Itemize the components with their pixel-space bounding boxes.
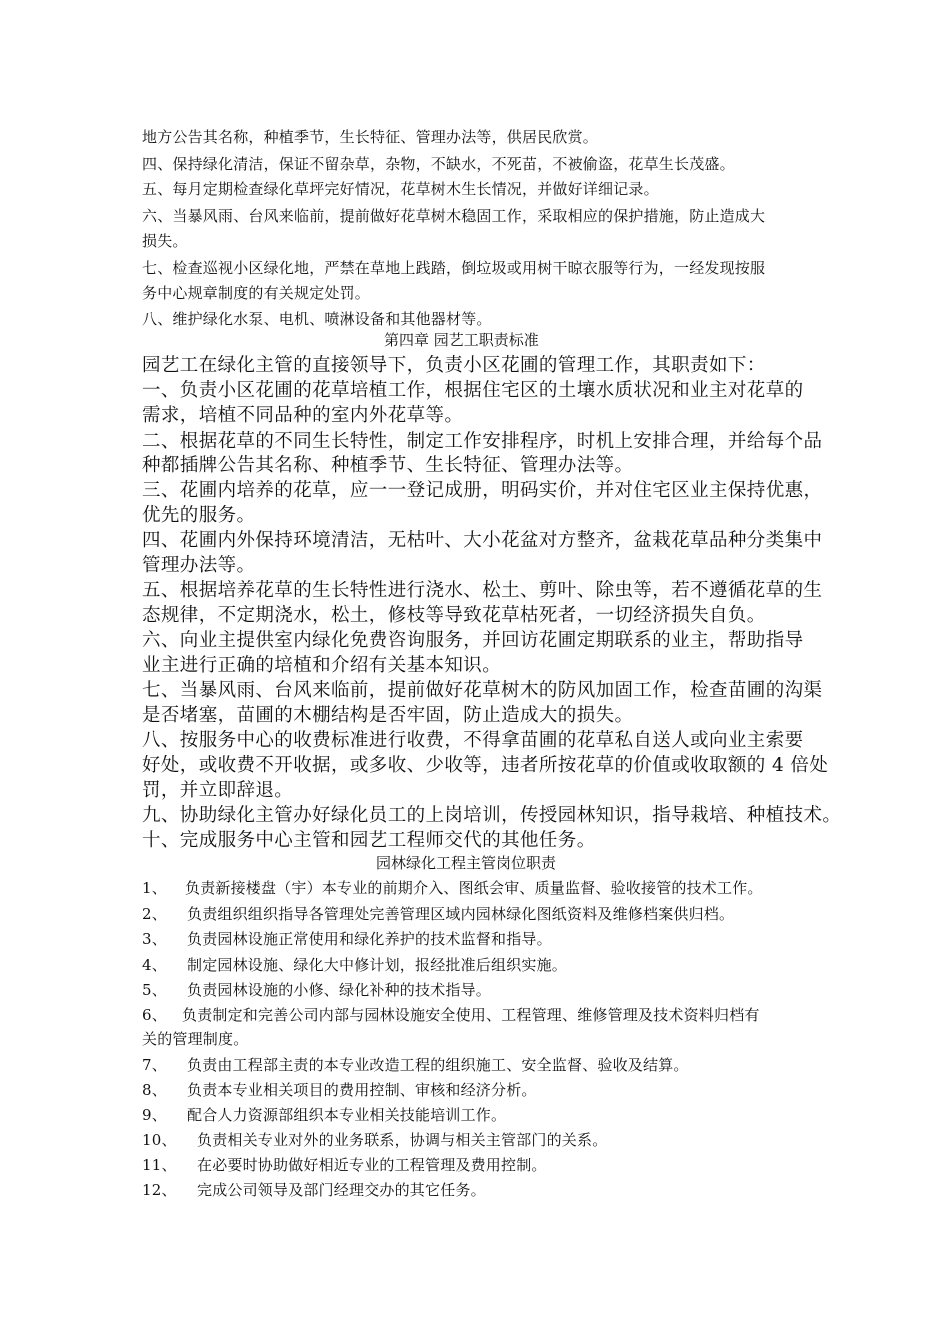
item-text: 完成公司领导及部门经理交办的其它任务。 [197, 1181, 486, 1199]
list-item [142, 1154, 547, 1175]
chapter-heading: 第四章 园艺工职责标准 [384, 331, 539, 349]
text-line: 六、向业主提供室内绿化免费咨询服务，并回访花圃定期联系的业主，帮助指导 [142, 630, 804, 651]
text-line: 七、检查巡视小区绿化地，严禁在草地上践踏，倒垃圾或用树干晾衣服等行为，一经发现按服 [142, 259, 766, 277]
text-line: 三、花圃内培养的花草，应一一登记成册，明码实价，并对住宅区业主保持优惠， [142, 480, 823, 501]
text-line: 是否堵塞，苗圃的木棚结构是否牢固，防止造成大的损失。 [142, 705, 634, 726]
item-number: 11、 [142, 1156, 177, 1174]
item-number: 12、 [142, 1181, 177, 1199]
item-text: 负责园林设施的小修、绿化补种的技术指导。 [187, 981, 492, 999]
text-line: 五、每月定期检查绿化草坪完好情况，花草树木生长情况，并做好详细记录。 [142, 180, 659, 198]
item-number: 6、 [142, 1006, 167, 1024]
list-item [142, 1028, 248, 1049]
item-text: 配合人力资源部组织本专业相关技能培训工作。 [187, 1106, 507, 1124]
text-line: 七、当暴风雨、台风来临前，提前做好花草树木的防风加固工作，检查苗圃的沟渠 [142, 680, 823, 701]
text-line: 园艺工在绿化主管的直接领导下，负责小区花圃的管理工作，其职责如下： [142, 355, 766, 376]
text-line: 优先的服务。 [142, 505, 256, 526]
text-line: 四、花圃内外保持环境清洁，无枯叶、大小花盆对方整齐，盆栽花草品种分类集中 [142, 530, 823, 551]
item-number: 8、 [142, 1081, 167, 1099]
text-line: 八、维护绿化水泵、电机、喷淋设备和其他器材等。 [142, 310, 492, 328]
list-item [142, 954, 567, 975]
item-text: 制定园林设施、绿化大中修计划，报经批准后组织实施。 [187, 956, 568, 974]
text-line: 态规律，不定期浇水，松土，修枝等导致花草枯死者，一切经济损失自负。 [142, 605, 766, 626]
list-item [142, 877, 763, 898]
item-number: 9、 [142, 1106, 167, 1124]
item-text: 负责本专业相关项目的费用控制、审核和经济分析。 [187, 1081, 537, 1099]
list-item [142, 1004, 760, 1025]
text-line: 十、完成服务中心主管和园艺工程师交代的其他任务。 [142, 830, 596, 851]
item-text: 负责制定和完善公司内部与园林设施安全使用、工程管理、维修管理及技术资料归档有 [182, 1006, 760, 1024]
text-line: 一、负责小区花圃的花草培植工作，根据住宅区的土壤水质状况和业主对花草的 [142, 380, 804, 401]
list-item [142, 1104, 506, 1125]
item-number: 7、 [142, 1056, 167, 1074]
item-text: 负责由工程部主责的本专业改造工程的组织施工、安全监督、验收及结算。 [187, 1056, 689, 1074]
list-item [142, 1079, 537, 1100]
item-text: 负责园林设施正常使用和绿化养护的技术监督和指导。 [187, 930, 552, 948]
section-heading: 园林绿化工程主管岗位职责 [376, 854, 557, 872]
list-item [142, 928, 552, 949]
item-text: 负责新接楼盘（宇）本专业的前期介入、图纸会审、质量监督、验收接管的技术工作。 [185, 879, 763, 897]
text-line: 二、根据花草的不同生长特性，制定工作安排程序，时机上安排合理，并给每个品 [142, 431, 823, 452]
text-line: 罚，并立即辞退。 [142, 780, 294, 801]
text-line: 管理办法等。 [142, 555, 256, 576]
item-number: 10、 [142, 1131, 177, 1149]
item-number: 2、 [142, 905, 167, 923]
text-line: 六、当暴风雨、台风来临前，提前做好花草树木稳固工作，采取相应的保护措施，防止造成大 [142, 207, 766, 225]
text-line: 业主进行正确的培植和介绍有关基本知识。 [142, 655, 502, 676]
text-line: 五、根据培养花草的生长特性进行浇水、松土、剪叶、除虫等，若不遵循花草的生 [142, 580, 823, 601]
list-item [142, 903, 734, 924]
text-line: 务中心规章制度的有关规定处罚。 [142, 284, 371, 302]
text-line: 四、保持绿化清洁，保证不留杂草，杂物，不缺水，不死苗，不被偷盗，花草生长茂盛。 [142, 155, 735, 173]
item-text: 在必要时协助做好相近专业的工程管理及费用控制。 [197, 1156, 547, 1174]
item-number: 1、 [142, 879, 167, 897]
list-item [142, 1129, 607, 1150]
text-line: 损失。 [142, 232, 188, 250]
text-line: 需求，培植不同品种的室内外花草等。 [142, 405, 464, 426]
text-line: 种都插牌公告其名称、种植季节、生长特征、管理办法等。 [142, 455, 634, 476]
list-item [142, 979, 491, 1000]
list-item [142, 1054, 689, 1075]
text-line: 地方公告其名称，种植季节，生长特征、管理办法等，供居民欣赏。 [142, 128, 599, 146]
list-item [142, 1179, 486, 1200]
text-line: 好处，或收费不开收据，或多收、少收等，违者所按花草的价值或收取额的 4 倍处 [142, 755, 829, 776]
text-line: 九、协助绿化主管办好绿化员工的上岗培训，传授园林知识，指导栽培、种植技术。 [142, 805, 842, 826]
item-text: 关的管理制度。 [142, 1030, 249, 1048]
text-line: 八、按服务中心的收费标准进行收费，不得拿苗圃的花草私自送人或向业主索要 [142, 730, 804, 751]
item-number: 4、 [142, 956, 167, 974]
item-text: 负责相关专业对外的业务联系，协调与相关主管部门的关系。 [197, 1131, 608, 1149]
item-number: 5、 [142, 981, 167, 999]
item-text: 负责组织组织指导各管理处完善管理区域内园林绿化图纸资料及维修档案供归档。 [187, 905, 735, 923]
item-number: 3、 [142, 930, 167, 948]
